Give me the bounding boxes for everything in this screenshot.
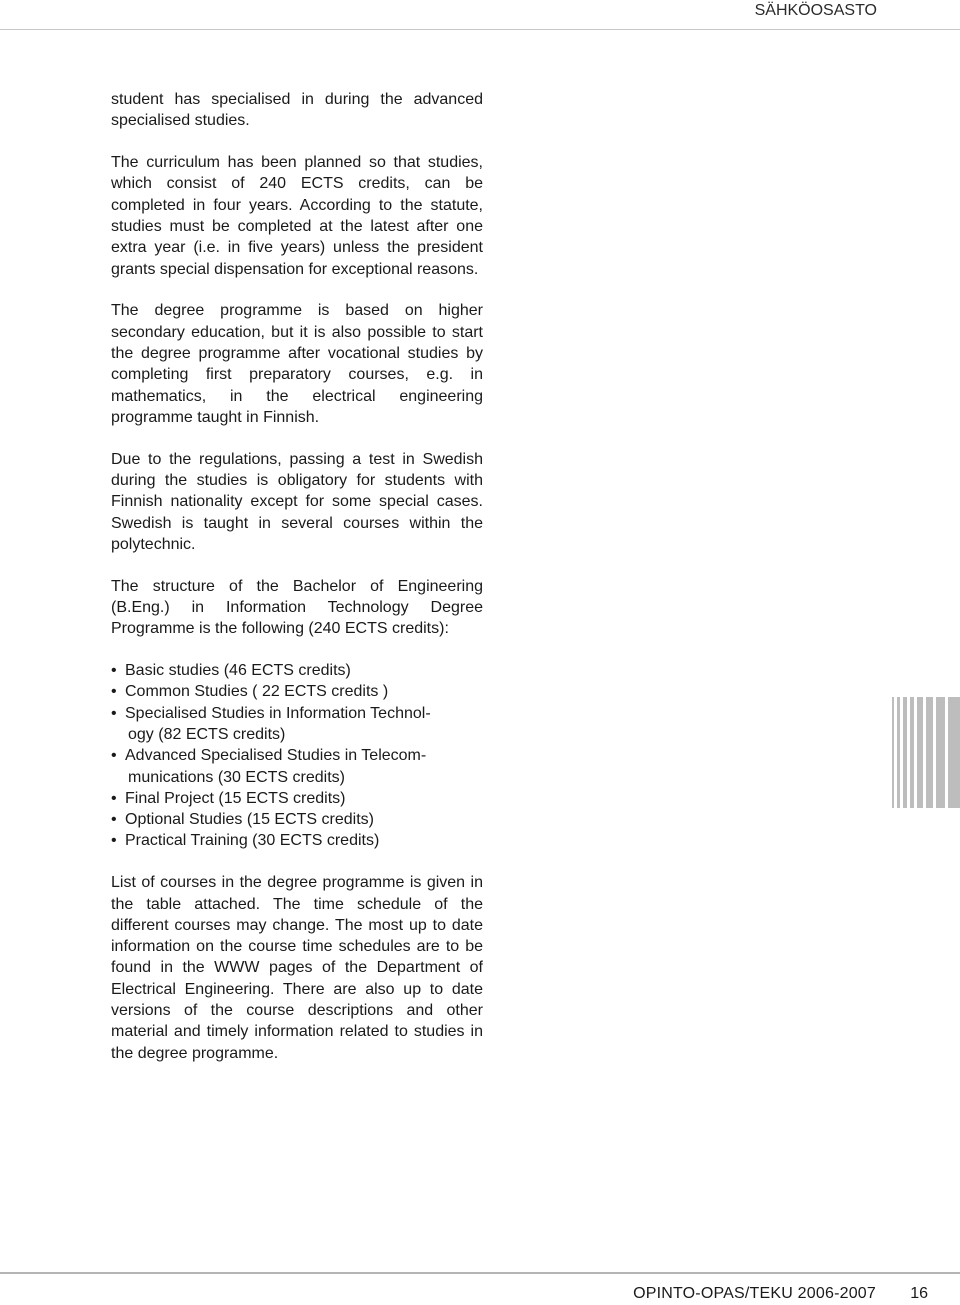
paragraph: List of courses in the degree programme is given in the table attached. The time schedule of the different courses may change. The most up to date information on the course time schedules are to be found in the WWW pages of the Department of Electrical Engineering. There are also up to date versions of the course descriptions and other material and timely information related to studies in the degree programme. xyxy=(111,874,483,1062)
paragraph: Due to the regulations, passing a test in Swedish during the studies is obligatory for students with Finnish nationality except for some special cases. Swedish is taught in several courses within the polytechnic. xyxy=(111,450,483,553)
list-item xyxy=(111,830,483,851)
list-item xyxy=(111,660,483,681)
footer-divider xyxy=(0,1272,960,1274)
list-item-text: Basic studies (46 ECTS credits) xyxy=(125,662,351,680)
bullet-icon: • xyxy=(111,832,117,850)
list-item-text-continued: munications (30 ECTS credits) xyxy=(128,768,345,786)
paragraph: The structure of the Bachelor of Engineering (B.Eng.) in Information Technology Degree Programme is the following (240 ECTS credits): xyxy=(111,577,483,638)
bullet-icon: • xyxy=(111,811,117,829)
list-item-text: Optional Studies (15 ECTS credits) xyxy=(125,811,374,829)
bullet-icon: • xyxy=(111,789,117,807)
list-item-text: Common Studies ( 22 ECTS credits ) xyxy=(125,683,389,701)
body-text xyxy=(111,89,483,1084)
publication-title: OPINTO-OPAS/TEKU 2006-2007 xyxy=(633,1285,876,1302)
page-number: 16 xyxy=(910,1285,928,1302)
list-item-text: Final Project (15 ECTS credits) xyxy=(125,789,346,807)
list-item xyxy=(111,788,483,809)
barcode-decoration xyxy=(892,697,960,808)
list-item-text-continued: ogy (82 ECTS credits) xyxy=(128,725,286,743)
section-title: SÄHKÖOSASTO xyxy=(754,2,877,19)
list-item xyxy=(111,681,483,702)
list-item xyxy=(111,745,483,788)
bullet-icon: • xyxy=(111,704,117,722)
paragraph: student has specialised in during the advanced specialised studies. xyxy=(111,91,483,130)
degree-structure-list xyxy=(111,660,483,852)
bullet-icon: • xyxy=(111,662,117,680)
paragraph: The degree programme is based on higher secondary education, but it is also possible to start the degree programme after vocational studies by completing first preparatory courses, e.g. in mathematics, in the electrical engineering programme taught in Finnish. xyxy=(111,302,483,426)
header-divider xyxy=(0,29,960,30)
list-item-text: Specialised Studies in Information Technol- xyxy=(125,704,431,722)
bullet-icon: • xyxy=(111,747,117,765)
list-item-text: Practical Training (30 ECTS credits) xyxy=(125,832,380,850)
bullet-icon: • xyxy=(111,683,117,701)
list-item-text: Advanced Specialised Studies in Telecom- xyxy=(125,747,427,765)
paragraph: The curriculum has been planned so that studies, which consist of 240 ECTS credits, can be completed in four years. According to the statute, studies must be completed at the latest after one extra year (i.e. in five years) unless the president grants special dispensation for exceptional reasons. xyxy=(111,154,483,278)
list-item xyxy=(111,809,483,830)
list-item xyxy=(111,703,483,746)
